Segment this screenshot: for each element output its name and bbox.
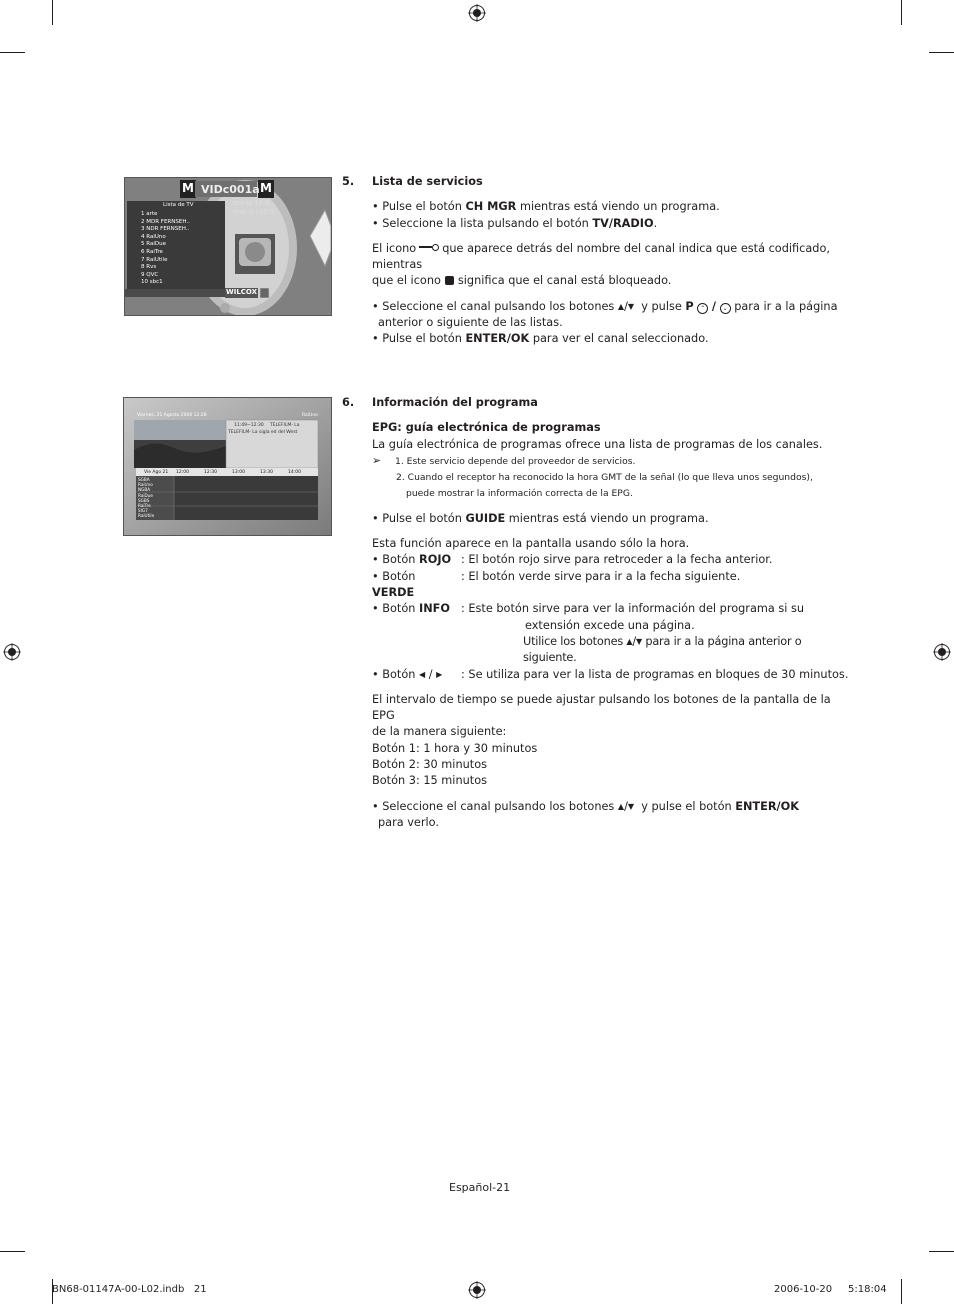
crop-mark — [901, 1279, 902, 1304]
crop-mark — [0, 1251, 25, 1252]
text: Esta función aparece en la pantalla usando sólo la hora. — [372, 537, 690, 551]
service-list-screenshot — [124, 177, 332, 316]
section-number: 6. — [342, 396, 355, 409]
note: puede mostrar la información correcta de la EPG. — [406, 487, 633, 499]
epg-channel: RaiUno — [302, 413, 318, 418]
registration-mark-icon — [3, 643, 21, 661]
up-arrow-icon: ▲ — [617, 801, 625, 811]
text: que aparece detrás del nombre del canal indica que está codificado, mientras — [372, 241, 830, 272]
print-timestamp: 2006-10-20 5:18:04 — [774, 1284, 887, 1295]
registration-mark-icon — [933, 643, 951, 661]
channel-up-icon: ⌃ — [697, 303, 708, 314]
down-arrow-icon: ▼ — [627, 801, 635, 811]
epg-channel-row: SGBS — [138, 497, 150, 503]
epg-description: TELEFILM- La sigla ed del West — [228, 430, 298, 435]
crop-mark — [52, 0, 53, 25]
button-name: P — [685, 299, 694, 313]
text: mientras está viendo un programa. — [505, 511, 709, 525]
text: • Seleccione la lista pulsando el botón — [372, 216, 593, 230]
overlay-text: me is 16:9 — [233, 199, 270, 207]
channel-list-item: 9 QVC — [141, 271, 159, 278]
crop-mark — [901, 0, 902, 25]
logo-text-m1: M — [182, 181, 194, 195]
button-name: ENTER/OK — [735, 799, 800, 813]
button-name: VERDE — [372, 586, 415, 600]
epg-channel-row: RaiTre — [138, 503, 151, 508]
epg-day: Vie Ago 21 — [144, 470, 169, 475]
text: El intervalo de tiempo se puede ajustar pulsando los botones de la pantalla de la EPG — [372, 692, 831, 723]
up-arrow-icon: ▲ — [626, 636, 633, 646]
button-name: ROJO — [419, 553, 452, 567]
text: • Botón — [372, 667, 420, 681]
section-5: 5. Lista de servicios • Pulse el botón CH MGR mientras está viendo un programa. • Seleccione la lista pulsando el botón TV/RADIO. El icono que aparece detrás del nombre del canal indica que está codificado, mientras que el icono significa que el canal está bloqueado. • Seleccione el canal pulsando los botones ▲/▼ y pulse P ⌃ / ⌄ para ir a la página anterior o siguiente de las listas. • Pulse el botón ENTER/OK para ver el canal seleccionado. — [342, 174, 842, 348]
note: 2. Cuando el receptor ha reconocido la hora GMT de la señal (lo que lleva unos segundos), — [396, 471, 813, 483]
text: Botón 3: 15 minutos — [372, 774, 487, 788]
up-arrow-icon: ▲ — [617, 301, 625, 311]
channel-list-panel — [127, 201, 225, 289]
text: • Botón — [372, 602, 420, 616]
channel-list-item: 10 sbc1 — [141, 279, 163, 286]
epg-channel-row: NGBA — [138, 487, 151, 493]
text: • Pulse el botón — [372, 332, 466, 346]
text: que el icono — [372, 274, 441, 288]
text: : El botón verde sirve para ir a la fecha siguiente. — [461, 569, 741, 583]
text: El icono — [372, 241, 417, 255]
section-6: 6. Información del programa EPG: guía electrónica de programas La guía electrónica de programas ofrece una lista de programas de los canales. ➢ 1. Este servicio depende del proveedor de servicios. 2. Cuando el receptor ha reconocido la hora GMT de la señal (lo que lleva unos segundos), puede mostrar la información correcta de la EPG. • Pulse el botón GUIDE mientras está viendo un programa. Esta función aparece en la pantalla usando sólo la hora. • Botón ROJO : El botón rojo sirve para retroceder a la fecha anterior. • Botón VERDE : El botón verde sirve para ir a la fecha siguiente. • Botón INFO : Este botón sirve para ver la información del programa si su extensión excede una página. Utilice los botones ▲/▼ para ir a la página anterior o siguiente. • Botón ◀ / ▶ : Se utiliza para ver la lista de programas en bloques de 30 minutos. El intervalo de tiempo se puede ajustar pulsando los botones de la pantalla de la EPG de la manera siguiente: Botón 1: 1 hora y 30 minutos Botón 2: 30 minutos Botón 3: 15 minutos • Seleccione el canal pulsando los botones ▲/▼ y pulse el botón ENTER/OK para verlo. — [342, 395, 852, 831]
text: : El botón rojo sirve para retroceder a la fecha anterior. — [461, 553, 773, 567]
button-name: CH MGR — [465, 200, 517, 214]
key-icon — [419, 244, 439, 251]
crop-mark — [0, 52, 25, 53]
button-name: ENTER/OK — [465, 332, 530, 346]
text: • Seleccione el canal pulsando los botones — [372, 299, 615, 313]
epg-date: Viernes, 21 Agosto 2006 12:28 — [137, 413, 207, 418]
epg-program: TELEFILM- La — [270, 423, 300, 428]
epg-time-slot: 13:30 — [260, 470, 273, 475]
crop-mark — [929, 1251, 954, 1252]
text: • Pulse el botón — [372, 511, 466, 525]
text: para verlo. — [378, 815, 439, 829]
epg-screenshot — [123, 397, 332, 536]
epg-channel-row: SGBA — [138, 477, 150, 482]
text: Botón 2: 30 minutos — [372, 758, 487, 772]
crop-mark — [929, 52, 954, 53]
text: La guía electrónica de programas ofrece una lista de programas de los canales. — [372, 437, 823, 451]
down-arrow-icon: ▼ — [627, 301, 635, 311]
text: Botón 1: 1 hora y 30 minutos — [372, 741, 538, 755]
epg-channel-row: RaiUno — [138, 482, 153, 488]
epg-time-slot: 12:30 — [204, 470, 217, 475]
text: para ver el canal seleccionado. — [529, 332, 709, 346]
epg-time-slot: 14:00 — [288, 470, 301, 475]
channel-list-item: 8 Rvs — [141, 264, 157, 271]
note-arrow-icon: ➢ — [372, 453, 382, 467]
text: • Seleccione el canal pulsando los botones — [372, 799, 615, 813]
channel-down-icon: ⌄ — [720, 303, 731, 314]
registration-mark-icon — [468, 4, 486, 22]
brand-label: WILCOX — [226, 288, 258, 296]
epg-time-range: 11:49~12:30 — [234, 423, 264, 428]
channel-list-item: 4 RaiUno — [141, 233, 166, 240]
epg-time-slot: 12:00 — [176, 470, 189, 475]
section-title: Información del programa — [372, 396, 538, 409]
text: extensión excede una página. — [525, 618, 695, 632]
text: y pulse el botón — [641, 799, 736, 813]
channel-list-title: Lista de TV — [163, 202, 194, 208]
section-number: 5. — [342, 175, 355, 188]
channel-list-item: 1 arte — [141, 211, 158, 217]
channel-list-item: 3 NDR FERNSEH.. — [141, 226, 190, 233]
text: Utilice los botones — [523, 634, 624, 648]
text: • Botón — [372, 569, 416, 583]
epg-time-slot: 13:00 — [232, 470, 245, 475]
button-name: INFO — [419, 602, 450, 616]
text: • Botón — [372, 553, 420, 567]
text: significa que el canal está bloqueado. — [457, 274, 672, 288]
text: y pulse — [641, 299, 682, 313]
text: : Se utiliza para ver la lista de programas en bloques de 30 minutos. — [461, 667, 849, 681]
epg-channel-row: RaiUtile — [138, 513, 155, 519]
text: anterior o siguiente de las listas. — [378, 316, 563, 330]
text: • Pulse el botón — [372, 200, 466, 214]
text: para ir a la página — [734, 299, 838, 313]
logo-text: VIDc001a — [201, 183, 260, 196]
channel-list-item: 5 RaiDue — [141, 241, 166, 248]
down-arrow-icon: ▼ — [635, 636, 642, 646]
page-number: Español-21 — [449, 1181, 511, 1194]
section-title: Lista de servicios — [372, 175, 483, 188]
text: mientras está viendo un programa. — [516, 200, 720, 214]
text: de la manera siguiente: — [372, 725, 507, 739]
text: . — [653, 216, 658, 230]
overlay-text: mat 0 (16:9) — [233, 208, 277, 216]
channel-list-item: 6 RaiTre — [141, 249, 163, 255]
text: : Este botón sirve para ver la información del programa si su — [461, 602, 805, 616]
right-arrow-icon: ▶ — [436, 669, 443, 679]
button-name: GUIDE — [465, 511, 506, 525]
file-name: BN68-01147A-00-L02.indb 21 — [52, 1284, 207, 1295]
note: 1. Este servicio depende del proveedor de servicios. — [395, 455, 636, 467]
lock-icon — [445, 276, 454, 285]
logo-text-m2: M — [260, 181, 272, 195]
text: para ir a la página anterior o siguiente. — [523, 634, 802, 665]
channel-list-item: 2 MDR FERNSEH.. — [141, 218, 190, 225]
registration-mark-icon — [468, 1281, 486, 1299]
channel-list-item: 7 RaiUtile — [141, 256, 168, 263]
button-name: TV/RADIO — [592, 216, 654, 230]
subsection-title: EPG: guía electrónica de programas — [372, 421, 601, 435]
epg-channel-row: SIG7 — [138, 508, 148, 514]
left-arrow-icon: ◀ — [419, 669, 426, 679]
epg-channel-row: RaiDue — [138, 492, 154, 498]
